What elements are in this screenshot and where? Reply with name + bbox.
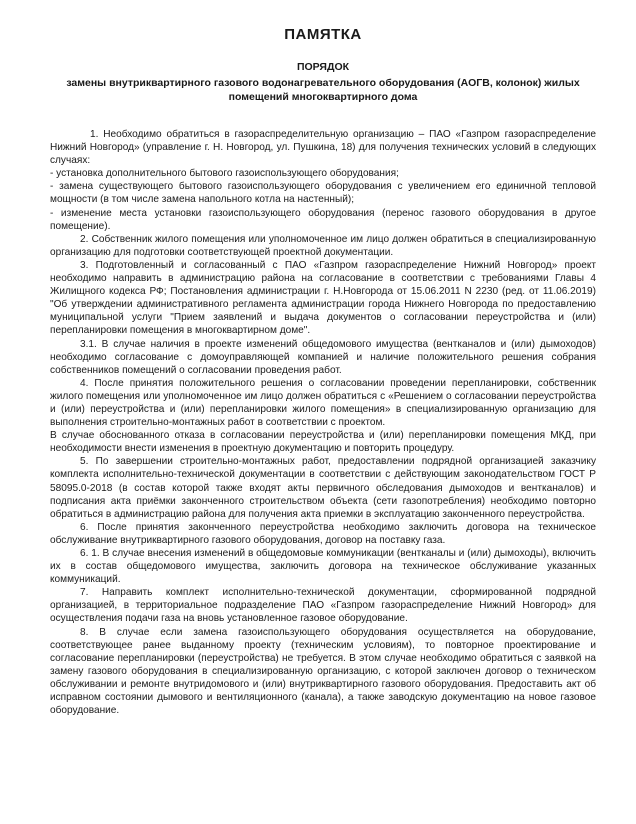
document-subtitle-main: замены внутриквартирного газового водонагревательного оборудования (АОГВ, колонок) жилых помещений многоквартирного дома bbox=[66, 77, 580, 103]
paragraph-1: 1. Необходимо обратиться в газораспределительную организацию – ПАО «Газпром газораспределение Нижний Новгород» (управление г. Н. Новгород, ул. Пушкина, 18) для получения технических условий в следующих случаях: bbox=[50, 129, 596, 167]
paragraph-5: 5. По завершении строительно-монтажных работ, предоставлении подрядной организацией заказчику комплекта исполнительно-технической документации в соответствии с действующим законодательством ГОСТ Р 58095.0-2018 (в состав которой также входят акты первичного обследования дымоходов и вентканалов) и подписания акта приёмки законченного строительством объекта (сети газопотребления) необходимо повторно обратиться в администрацию района для получения акта приемки в эксплуатацию законченного переустройства. bbox=[50, 456, 596, 520]
paragraph-3: 3. Подготовленный и согласованный с ПАО «Газпром газораспределение Нижний Новгород» проект необходимо направить в администрацию района на согласование в соответствии с требованиями Главы 4 Жилищного кодекса РФ; Постановления администрации г. Н.Новгорода от 15.06.2011 N 2230 (ред. от 11.06.2019) "Об утверждении административного регламента администрации города Нижнего Новгорода по предоставлению муниципальной услуги "Прием заявлений и выдача документов о согласовании переустройства и (или) перепланировки помещения в многоквартирном доме". bbox=[50, 259, 596, 337]
paragraph-6-1: 6. 1. В случае внесения изменений в общедомовые коммуникации (вентканалы и (или) дымоходы), включить их в состав общедомового имущества, заключить договора на техническое обслуживание указанных коммуникаций. bbox=[50, 548, 596, 586]
paragraph-3-1: 3.1. В случае наличия в проекте изменений общедомового имущества (вентканалов и (или) дымоходов) необходимо согласование с домоуправляющей компанией и наличие положительного решения собрания собственников помещений о согласовании проведения работ. bbox=[50, 338, 596, 376]
paragraph-2: 2. Собственник жилого помещения или уполномоченное им лицо должен обратиться в специализированную организацию для подготовки соответствующей проектной документации. bbox=[50, 233, 596, 258]
paragraph-1-item-3: - изменение места установки газоиспользующего оборудования (перенос газового оборудования в другое помещение). bbox=[50, 207, 596, 232]
paragraph-7: 7. Направить комплект исполнительно-технической документации, сформированной подрядной организацией, в территориальное подразделение ПАО «Газпром газораспределение Нижний Новгород» для осуществления подачи газа на вновь установленное газовое оборудование. bbox=[50, 587, 596, 625]
document-title: ПАМЯТКА bbox=[284, 26, 362, 43]
paragraph-6: 6. После принятия законченного переустройства необходимо заключить договора на техническое обслуживание внутриквартирного газового оборудования, договор на поставку газа. bbox=[50, 521, 596, 546]
paragraph-1-item-2: - замена существующего бытового газоиспользующего оборудования с увеличением его единичной тепловой мощности (в том числе замена напольного котла на настенный); bbox=[50, 181, 596, 206]
document-subtitle: ПОРЯДОК bbox=[296, 61, 350, 73]
paragraph-8: 8. В случае если замена газоиспользующего оборудования осуществляется на оборудование, соответствующее ранее выданному проекту (техническим условиям), то повторное проектирование и согласование перепланировки (переустройства) не требуется. В этом случае необходимо обратиться с заявкой на замену газового оборудования в специализированную организацию, с которой заключен договор о техническом обслуживании и ремонте внутридомового и (или) внутриквартирного газового оборудования. Предоставить акт об исправном состоянии дымового и вентиляционного (канала), а также заводскую документацию на новое газовое оборудование. bbox=[50, 626, 596, 717]
paragraph-1-item-1: - установка дополнительного бытового газоиспользующего оборудования; bbox=[50, 168, 399, 180]
paragraph-4: 4. После принятия положительного решения о согласовании проведении перепланировки, собственник жилого помещения или уполномоченное им лицо должен обратиться с «Решением о согласовании переустройства и (или) переустройства и (или) перепланировки жилого помещения» в специализированную организацию для выполнения строительно-монтажных работ в соответствии с проектом. bbox=[50, 377, 596, 429]
paragraph-4-note: В случае обоснованного отказа в согласовании переустройства и (или) перепланировки помещения МКД, при необходимости внести изменения в проектную документацию и повторить процедуру. bbox=[50, 430, 596, 455]
